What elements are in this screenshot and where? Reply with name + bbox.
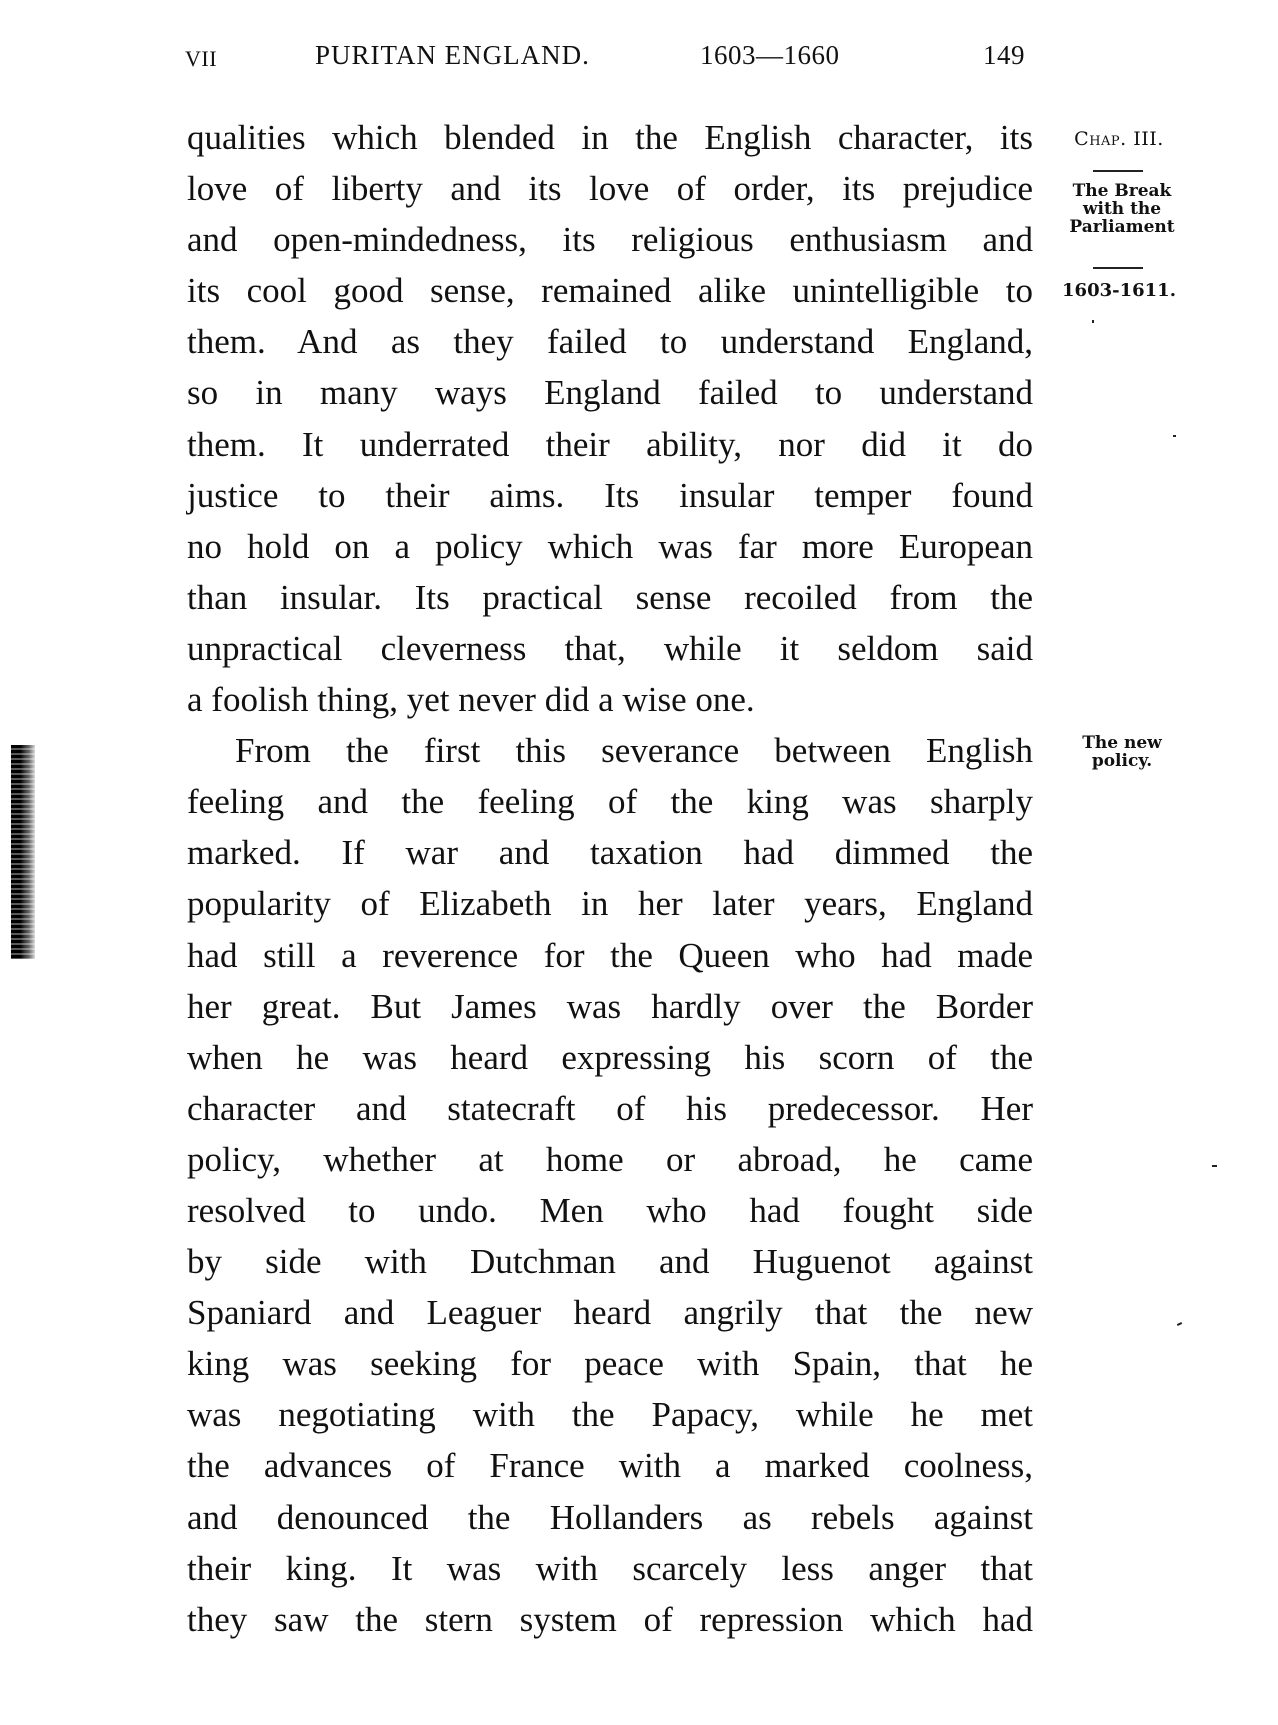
text-line: them. And as they failed to understand England,	[187, 322, 1033, 362]
text-line: them. It underrated their ability, nor did it do	[187, 424, 1033, 464]
margin-subsection-line: policy.	[1091, 751, 1153, 771]
text-line: character and statecraft of his predecessor. Her	[187, 1088, 1033, 1128]
text-line: Spaniard and Leaguer heard angrily that the new	[187, 1293, 1033, 1333]
text-line: than insular. Its practical sense recoiled from the	[187, 577, 1033, 617]
text-line: the advances of France with a marked coolness,	[187, 1446, 1033, 1486]
header-chapter-number: VII	[185, 46, 218, 71]
text-line: and open-mindedness, its religious enthusiasm and	[187, 220, 1033, 260]
text-line: policy, whether at home or abroad, he came	[187, 1139, 1033, 1179]
scan-speck	[1177, 1322, 1182, 1326]
scan-speck	[1173, 435, 1176, 437]
margin-rule	[1093, 267, 1143, 269]
text-line: and denounced the Hollanders as rebels against	[187, 1497, 1033, 1537]
scan-speck	[1092, 320, 1094, 323]
margin-rule	[1093, 170, 1143, 172]
margin-section-line: The Break	[1072, 181, 1172, 201]
scan-edge-artifact	[11, 745, 35, 959]
text-line: so in many ways England failed to understand	[187, 373, 1033, 413]
text-line: their king. It was with scarcely less anger that	[187, 1548, 1033, 1588]
text-line: marked. If war and taxation had dimmed the	[187, 833, 1033, 873]
text-line: no hold on a policy which was far more European	[187, 526, 1033, 566]
text-line: they saw the stern system of repression which had	[187, 1599, 1033, 1639]
text-line: resolved to undo. Men who had fought side	[187, 1190, 1033, 1230]
text-line: had still a reverence for the Queen who had made	[187, 935, 1033, 975]
page-number: 149	[983, 40, 1025, 70]
header-running-title: PURITAN ENGLAND.	[315, 40, 590, 70]
margin-subsection-line: The new	[1082, 733, 1162, 753]
text-line: her great. But James was hardly over the Border	[187, 986, 1033, 1026]
text-line: popularity of Elizabeth in her later years, England	[187, 884, 1033, 924]
text-line: was negotiating with the Papacy, while he met	[187, 1395, 1033, 1435]
header-dates: 1603—1660	[700, 40, 840, 70]
text-line: unpractical cleverness that, while it seldom said	[187, 628, 1033, 668]
text-line: qualities which blended in the English character, its	[187, 118, 1033, 157]
text-line: love of liberty and its love of order, its prejudice	[187, 169, 1033, 209]
margin-chapter-label: Chap. III.	[1074, 128, 1164, 150]
text-line: by side with Dutchman and Huguenot against	[187, 1242, 1033, 1282]
text-line: king was seeking for peace with Spain, that he	[187, 1344, 1033, 1384]
margin-section-line: with the	[1082, 199, 1162, 219]
margin-years: 1603-1611.	[1062, 280, 1176, 301]
scan-speck	[1212, 1165, 1217, 1167]
text-line: when he was heard expressing his scorn of the	[187, 1037, 1033, 1077]
margin-subsection-title	[1062, 734, 1182, 770]
margin-section-title	[1052, 182, 1192, 236]
text-line: a foolish thing, yet never did a wise one.	[187, 680, 755, 720]
text-line: its cool good sense, remained alike unintelligible to	[187, 271, 1033, 311]
paragraph-start-line: From the first this severance between English	[235, 731, 1033, 771]
margin-section-line: Parliament	[1069, 217, 1175, 237]
text-line: feeling and the feeling of the king was sharply	[187, 782, 1033, 822]
body-text	[187, 112, 1033, 1645]
text-line: justice to their aims. Its insular temper found	[187, 475, 1033, 515]
